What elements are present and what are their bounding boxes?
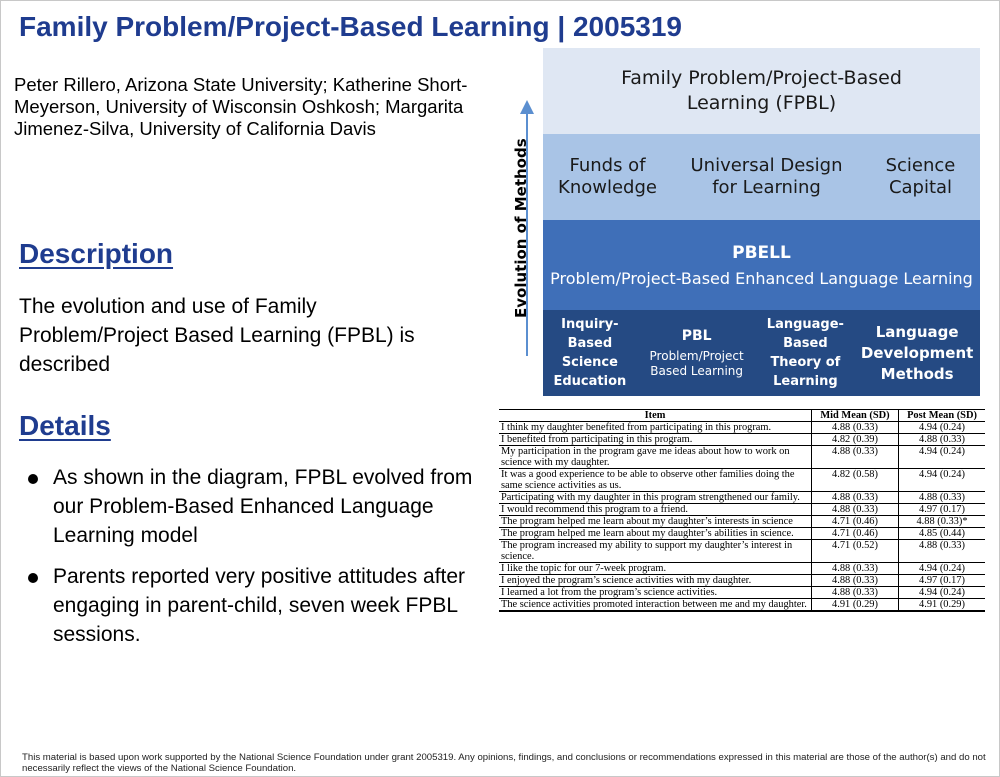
details-heading: Details bbox=[19, 410, 111, 441]
diagram-layer-fpbl bbox=[543, 48, 980, 134]
evolution-axis-label: Evolution of Methods bbox=[512, 138, 530, 318]
post-cell: 4.91 (0.29) bbox=[899, 599, 986, 612]
bullet-dot-icon bbox=[28, 474, 38, 484]
item-cell: It was a good experience to be able to observe other families doing the same science activities as us. bbox=[499, 469, 812, 492]
mid-cell: 4.82 (0.58) bbox=[812, 469, 899, 492]
table-row bbox=[499, 563, 985, 575]
table-row bbox=[499, 504, 985, 516]
mid-cell: 4.71 (0.46) bbox=[812, 516, 899, 528]
table-row bbox=[499, 492, 985, 504]
item-cell: The program helped me learn about my daughter’s abilities in science. bbox=[499, 528, 812, 540]
page-title: Family Problem/Project-Based Learning | 2005319 bbox=[19, 11, 682, 42]
table-row bbox=[499, 599, 985, 612]
mid-cell: 4.71 (0.46) bbox=[812, 528, 899, 540]
details-bullet bbox=[19, 562, 479, 649]
pbell-subtitle: Problem/Project-Based Enhanced Language Learning bbox=[550, 268, 973, 288]
item-cell: The program helped me learn about my daughter’s interests in science bbox=[499, 516, 812, 528]
mid-cell: 4.88 (0.33) bbox=[812, 504, 899, 516]
mid-cell: 4.88 (0.33) bbox=[812, 492, 899, 504]
mid-cell: 4.82 (0.39) bbox=[812, 434, 899, 446]
diagram-layer-foundations bbox=[543, 134, 980, 220]
bullet-text: Parents reported very positive attitudes after engaging in parent-child, seven week FPBL sessions. bbox=[53, 565, 466, 646]
table-row bbox=[499, 516, 985, 528]
footer-disclaimer: This material is based upon work supported by the National Science Foundation under grant 2005319. Any opinions, findings, and conclusions or recommendations expressed in this material are those of the author(s) and do not necessarily reflect the views of the National Science Foundation. bbox=[22, 752, 986, 774]
base-cell-language-methods bbox=[862, 322, 972, 385]
item-cell: The program increased my ability to support my daughter’s interest in science. bbox=[499, 540, 812, 563]
survey-table bbox=[499, 409, 985, 612]
post-cell: 4.94 (0.24) bbox=[899, 446, 986, 469]
funds-of-knowledge-label: Funds of Knowledge bbox=[558, 155, 657, 198]
mid-cell: 4.88 (0.33) bbox=[812, 446, 899, 469]
language-theory-label: Language-Based Theory of Learning bbox=[766, 317, 844, 389]
item-cell: Participating with my daughter in this program strengthened our family. bbox=[499, 492, 812, 504]
post-cell: 4.94 (0.24) bbox=[899, 587, 986, 599]
description-heading: Description bbox=[19, 238, 174, 269]
post-cell: 4.94 (0.24) bbox=[899, 469, 986, 492]
table-header-row bbox=[499, 410, 985, 422]
details-list bbox=[19, 463, 479, 661]
mid-cell: 4.91 (0.29) bbox=[812, 599, 899, 612]
base-cell-inquiry bbox=[551, 315, 629, 391]
pbell-title: PBELL bbox=[732, 242, 791, 263]
table-row bbox=[499, 575, 985, 587]
science-capital-label: Science Capital bbox=[885, 155, 956, 198]
bullet-dot-icon bbox=[28, 573, 38, 583]
item-cell: I would recommend this program to a friend. bbox=[499, 504, 812, 516]
base-cell-language-theory bbox=[764, 315, 846, 391]
table-row bbox=[499, 587, 985, 599]
post-cell: 4.97 (0.17) bbox=[899, 504, 986, 516]
post-cell: 4.97 (0.17) bbox=[899, 575, 986, 587]
post-cell: 4.88 (0.33) bbox=[899, 492, 986, 504]
item-cell: I enjoyed the program’s science activities with my daughter. bbox=[499, 575, 812, 587]
col-item: Item bbox=[499, 410, 812, 422]
pbl-sublabel: Problem/Project Based Learning bbox=[649, 349, 744, 378]
col-post-mean: Post Mean (SD) bbox=[899, 410, 986, 422]
table-row bbox=[499, 528, 985, 540]
mid-cell: 4.88 (0.33) bbox=[812, 563, 899, 575]
item-cell: The science activities promoted interaction between me and my daughter. bbox=[499, 599, 812, 612]
item-cell: I think my daughter benefited from participating in this program. bbox=[499, 422, 812, 434]
table-row bbox=[499, 434, 985, 446]
diagram-layer-pbell bbox=[543, 220, 980, 310]
pbl-label: PBL bbox=[681, 328, 712, 344]
mid-cell: 4.71 (0.52) bbox=[812, 540, 899, 563]
post-cell: 4.88 (0.33) bbox=[899, 540, 986, 563]
inquiry-label: Inquiry-Based Science Education bbox=[553, 317, 627, 389]
col-mid-mean: Mid Mean (SD) bbox=[812, 410, 899, 422]
authors-text: Peter Rillero, Arizona State University; Katherine Short-Meyerson, University of Wisconsin Oshkosh; Margarita Jimenez-Silva, University of California Davis bbox=[14, 74, 468, 139]
details-bullet bbox=[19, 463, 479, 550]
bullet-text: As shown in the diagram, FPBL evolved from our Problem-Based Enhanced Language Learning model bbox=[53, 466, 473, 547]
mid-cell: 4.88 (0.33) bbox=[812, 422, 899, 434]
mid-cell: 4.88 (0.33) bbox=[812, 575, 899, 587]
item-cell: I learned a lot from the program’s science activities. bbox=[499, 587, 812, 599]
post-cell: 4.94 (0.24) bbox=[899, 422, 986, 434]
description-text: The evolution and use of Family Problem/Project Based Learning (FPBL) is described bbox=[19, 295, 415, 376]
universal-design-label: Universal Design for Learning bbox=[690, 155, 843, 198]
table-row bbox=[499, 469, 985, 492]
post-cell: 4.88 (0.33)* bbox=[899, 516, 986, 528]
diagram-layer-base bbox=[543, 310, 980, 396]
post-cell: 4.94 (0.24) bbox=[899, 563, 986, 575]
item-cell: I benefited from participating in this program. bbox=[499, 434, 812, 446]
post-cell: 4.85 (0.44) bbox=[899, 528, 986, 540]
base-cell-pbl bbox=[645, 327, 749, 379]
mid-cell: 4.88 (0.33) bbox=[812, 587, 899, 599]
post-cell: 4.88 (0.33) bbox=[899, 434, 986, 446]
table-row bbox=[499, 446, 985, 469]
fpbl-label: Family Problem/Project-Based Learning (FPBL) bbox=[621, 67, 902, 114]
table-row bbox=[499, 422, 985, 434]
language-methods-label: Language Development Methods bbox=[860, 322, 974, 383]
item-cell: My participation in the program gave me ideas about how to work on science with my daughter. bbox=[499, 446, 812, 469]
table-row bbox=[499, 540, 985, 563]
item-cell: I like the topic for our 7-week program. bbox=[499, 563, 812, 575]
